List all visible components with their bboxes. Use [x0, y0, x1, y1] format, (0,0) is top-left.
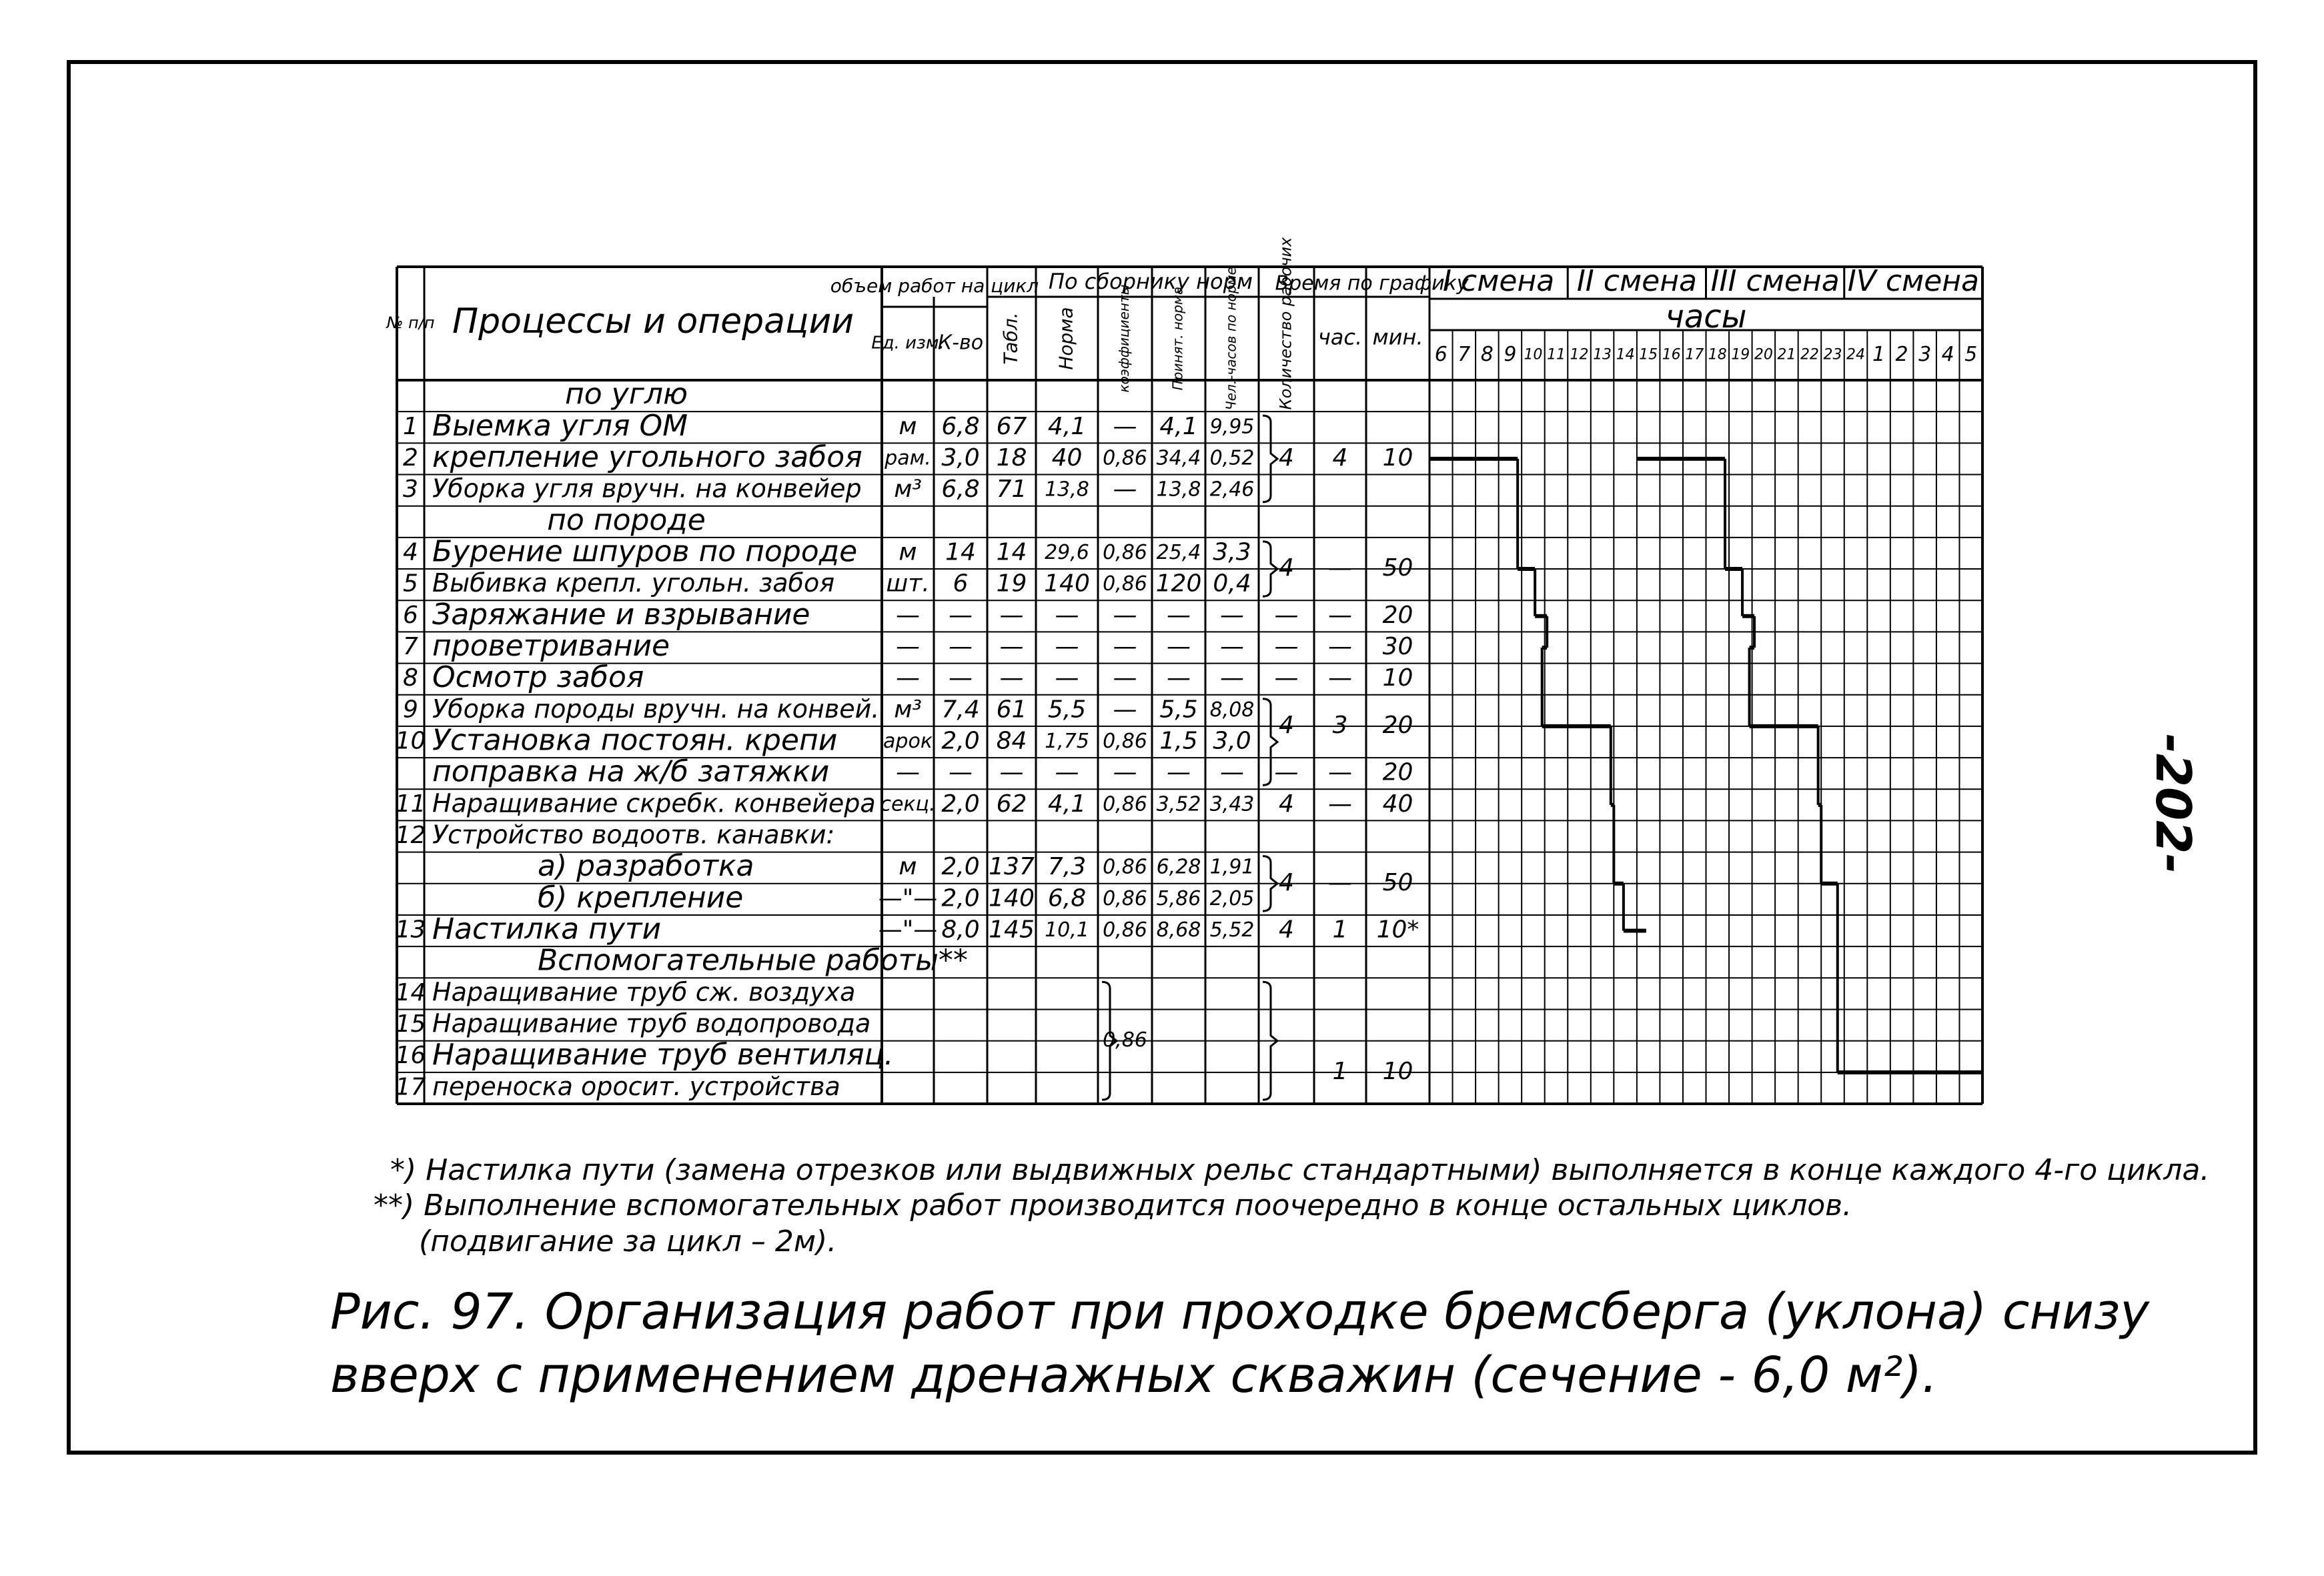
shift-label-4: IV смена — [1847, 264, 1979, 298]
cell-qty: 3,0 — [941, 444, 980, 472]
cell-unit: м — [899, 538, 917, 566]
header-hours: час. — [1317, 324, 1363, 350]
header-accepted: Принят. норма — [1169, 286, 1186, 391]
cell-qty: 7,4 — [941, 696, 980, 724]
row-process-name: Вспомогательные работы** — [538, 943, 968, 978]
hour-label-3: 3 — [1918, 343, 1932, 366]
cell-norm: 4,1 — [1047, 790, 1087, 818]
cell-unit: — — [896, 664, 920, 692]
row-number: 5 — [403, 570, 418, 598]
hour-label-15: 15 — [1639, 346, 1658, 363]
cell-acc: — — [1167, 758, 1191, 786]
cell-norm: 40 — [1051, 444, 1083, 472]
header-unit: Ед. изм. — [871, 333, 945, 353]
cell-tabl: 62 — [996, 790, 1027, 818]
cell-acc: 3,52 — [1156, 792, 1201, 816]
hour-label-18: 18 — [1708, 346, 1727, 363]
cell-tabl: 14 — [996, 538, 1027, 566]
cell-norm: — — [1055, 601, 1079, 629]
cell-w: — — [1274, 632, 1299, 660]
cell-qty: 2,0 — [941, 790, 980, 818]
row-process-name: Заряжание и взрывание — [432, 597, 810, 632]
cell-acc: 5,86 — [1156, 886, 1201, 910]
row-number: 2 — [403, 444, 418, 472]
cell-h: — — [1328, 868, 1352, 896]
footnote-3: (подвигание за цикл – 2м). — [419, 1225, 837, 1259]
cell-mh: — — [1220, 664, 1244, 692]
cell-w: 4 — [1279, 790, 1294, 818]
hour-label-17: 17 — [1685, 346, 1704, 363]
cell-coef: 0,86 — [1103, 572, 1147, 596]
row-number: 7 — [403, 632, 418, 660]
hour-label-7: 7 — [1458, 343, 1471, 366]
cell-qty: 8,0 — [941, 916, 980, 944]
cell-h: 1 — [1332, 916, 1348, 944]
row-process-name: б) крепление — [538, 880, 744, 915]
cell-coef: — — [1113, 632, 1137, 660]
figure-caption-line-1: Рис. 97. Организация работ при проходке бремсберга (уклона) снизу — [330, 1283, 2150, 1341]
cell-coef: 0,86 — [1103, 540, 1147, 564]
cell-coef: — — [1113, 412, 1137, 440]
cell-mh: 3,43 — [1209, 792, 1255, 816]
row-process-name: а) разработка — [538, 849, 754, 884]
cell-acc: — — [1167, 601, 1191, 629]
cell-norm: 4,1 — [1047, 412, 1087, 440]
cell-coef: — — [1113, 476, 1137, 504]
row-process-name: Наращивание труб вентиляц. — [432, 1038, 894, 1072]
cell-w: — — [1274, 664, 1299, 692]
cell-mh: — — [1220, 758, 1244, 786]
cell-m: 10 — [1382, 664, 1413, 692]
header-num: № п/п — [386, 313, 435, 332]
cell-mh: 0,4 — [1213, 570, 1251, 598]
cell-m: 50 — [1382, 554, 1413, 582]
cell-tabl: — — [999, 632, 1024, 660]
row-process-name: переноска оросит. устройства — [432, 1071, 840, 1101]
row-process-name: Наращивание скребк. конвейера — [432, 788, 876, 818]
cell-coef: — — [1113, 758, 1137, 786]
cell-norm: — — [1055, 632, 1079, 660]
hour-label-21: 21 — [1777, 346, 1796, 363]
cell-w: — — [1274, 601, 1299, 629]
row-process-name: Выбивка крепл. угольн. забоя — [432, 568, 835, 598]
cell-m: 20 — [1382, 758, 1413, 786]
footnote-1: *) Настилка пути (замена отрезков или выдвижных рельс стандартными) выполняется в конце каждого 4-го цикла. — [390, 1153, 2210, 1187]
cell-tabl: — — [999, 664, 1024, 692]
row-process-name: по породе — [547, 503, 706, 538]
cell-mh: 5,52 — [1209, 918, 1255, 942]
shift-label-2: II смена — [1576, 264, 1697, 298]
header-tabl: Табл. — [999, 312, 1022, 365]
cell-m: 10 — [1382, 1057, 1413, 1085]
cell-h: — — [1328, 758, 1352, 786]
cell-tabl: — — [999, 758, 1024, 786]
row-number: 15 — [395, 1010, 426, 1038]
cell-unit: м³ — [894, 476, 922, 504]
header-qty: К-во — [937, 331, 984, 355]
cell-tabl: 145 — [989, 916, 1035, 944]
cell-qty: 2,0 — [941, 853, 980, 881]
cell-unit: секц. — [880, 792, 936, 816]
header-norm-group: По сборнику норм — [1048, 269, 1253, 294]
cell-coef: 0,86 — [1103, 855, 1147, 879]
cell-tabl: 140 — [989, 884, 1035, 912]
cell-mh: — — [1220, 632, 1244, 660]
cell-tabl: 84 — [996, 727, 1027, 755]
row-process-name: крепление угольного забоя — [432, 440, 862, 474]
cell-coef: 0,86 — [1103, 446, 1147, 470]
cell-mh: 3,3 — [1213, 538, 1251, 566]
row-number: 13 — [395, 916, 426, 944]
cell-qty: 6 — [953, 570, 969, 598]
cell-acc: 8,68 — [1156, 918, 1201, 942]
cell-acc: 34,4 — [1156, 446, 1201, 470]
row-process-name: Настилка пути — [432, 912, 662, 946]
cell-m: 20 — [1382, 601, 1413, 629]
hour-label-22: 22 — [1800, 346, 1819, 363]
cell-norm: — — [1055, 758, 1079, 786]
cell-h: — — [1328, 790, 1352, 818]
cell-norm: 5,5 — [1047, 696, 1087, 724]
page-number: -202- — [2145, 734, 2201, 874]
hour-label-24: 24 — [1846, 346, 1866, 363]
row-number: 6 — [403, 601, 418, 629]
row-process-name: Устройство водоотв. канавки: — [432, 820, 835, 850]
cell-qty: 2,0 — [941, 727, 980, 755]
cell-unit: м — [899, 412, 917, 440]
hour-label-16: 16 — [1662, 346, 1681, 363]
cell-w: 4 — [1279, 916, 1294, 944]
cell-m: 10 — [1382, 444, 1413, 472]
cell-unit: — — [896, 632, 920, 660]
hour-label-14: 14 — [1616, 346, 1635, 363]
hour-label-10: 10 — [1524, 346, 1543, 363]
hour-label-8: 8 — [1480, 343, 1494, 366]
row-number: 1 — [403, 412, 418, 440]
cell-m: 50 — [1382, 868, 1413, 896]
header-volume: объем работ на цикл — [830, 275, 1039, 297]
cell-coef: — — [1113, 696, 1137, 724]
cell-unit: — — [896, 758, 920, 786]
cell-qty: — — [949, 632, 973, 660]
footnote-2: **) Выполнение вспомогательных работ производится поочередно в конце остальных циклов. — [374, 1189, 1852, 1223]
cell-mh: 0,52 — [1209, 446, 1255, 470]
cell-unit: — — [896, 601, 920, 629]
cell-h: 4 — [1332, 444, 1348, 472]
cell-unit: —"— — [878, 916, 938, 944]
header-time-group: Время по графику — [1275, 271, 1469, 295]
row-number: 12 — [395, 822, 426, 850]
workers-brace-coal — [1263, 416, 1277, 502]
row-number: 11 — [395, 790, 426, 818]
cell-h: — — [1328, 601, 1352, 629]
cell-mh: 1,91 — [1209, 855, 1255, 879]
cell-norm: 6,8 — [1047, 884, 1087, 912]
row-process-name: по углю — [565, 377, 688, 412]
cell-mh: 3,0 — [1213, 727, 1251, 755]
cell-coef: 0,86 — [1103, 792, 1147, 816]
cell-tabl: 18 — [996, 444, 1027, 472]
row-process-name: Наращивание труб сж. воздуха — [432, 977, 856, 1007]
cell-qty: 2,0 — [941, 884, 980, 912]
header-workers: Количество рабочих — [1276, 237, 1295, 410]
cell-qty: — — [949, 664, 973, 692]
hour-label-13: 13 — [1593, 346, 1612, 363]
row-number: 8 — [403, 664, 418, 692]
cell-m: 30 — [1382, 632, 1413, 660]
row-number: 16 — [395, 1042, 426, 1070]
row-process-name: поправка на ж/б затяжки — [432, 754, 830, 789]
cell-h: — — [1328, 664, 1352, 692]
cell-tabl: — — [999, 601, 1024, 629]
cell-qty: — — [949, 758, 973, 786]
row-process-name: Осмотр забоя — [432, 660, 644, 695]
cell-coef: — — [1113, 664, 1137, 692]
cell-qty: 6,8 — [941, 476, 980, 504]
cell-mh: 9,95 — [1209, 415, 1255, 439]
cell-mh: — — [1220, 601, 1244, 629]
cell-m: 40 — [1382, 790, 1413, 818]
cell-qty: — — [949, 601, 973, 629]
cell-acc: 13,8 — [1156, 478, 1201, 502]
cell-unit: м³ — [894, 696, 922, 724]
hour-label-11: 11 — [1546, 346, 1566, 363]
row-process-name: Бурение шпуров по породе — [432, 534, 858, 569]
cell-unit: м — [899, 853, 917, 881]
cell-coef: 0,86 — [1103, 886, 1147, 910]
cell-norm: 1,75 — [1045, 730, 1089, 753]
row-number: 3 — [403, 476, 418, 504]
row-process-name: проветривание — [432, 628, 670, 663]
row-number: 9 — [403, 696, 418, 724]
cell-w: 4 — [1279, 868, 1294, 896]
cell-acc: 6,28 — [1156, 855, 1201, 879]
cell-unit: рам. — [885, 446, 931, 470]
cell-tabl: 61 — [996, 696, 1027, 724]
cell-mh: 2,05 — [1209, 886, 1255, 910]
cell-norm: 29,6 — [1045, 540, 1089, 564]
cell-acc: 5,5 — [1159, 696, 1198, 724]
cell-w: — — [1274, 758, 1299, 786]
shift-label-3: III смена — [1710, 264, 1840, 298]
cell-norm: 13,8 — [1045, 478, 1089, 502]
cell-tabl: 71 — [996, 476, 1027, 504]
hours-title: часы — [1665, 298, 1747, 335]
cell-coef: — — [1113, 601, 1137, 629]
cell-acc: — — [1167, 664, 1191, 692]
cell-norm: 7,3 — [1047, 853, 1087, 881]
hour-label-2: 2 — [1895, 343, 1908, 366]
row-process-name: Установка постоян. крепи — [432, 723, 838, 758]
hour-label-1: 1 — [1872, 343, 1886, 366]
row-number: 10 — [395, 727, 426, 755]
hour-label-19: 19 — [1731, 346, 1750, 363]
cell-w: 4 — [1279, 554, 1294, 582]
hour-label-6: 6 — [1434, 343, 1447, 366]
cell-norm: 140 — [1044, 570, 1090, 598]
cell-h: 3 — [1332, 711, 1348, 739]
cell-w: 4 — [1279, 444, 1294, 472]
row-process-name: Уборка породы вручн. на конвей. — [432, 694, 880, 724]
row-process-name: Уборка угля вручн. на конвейер — [432, 474, 862, 504]
cell-qty: 6,8 — [941, 412, 980, 440]
cell-h: 1 — [1332, 1057, 1348, 1085]
header-minutes: мин. — [1372, 324, 1423, 350]
cell-acc: 1,5 — [1159, 727, 1198, 755]
hour-label-20: 20 — [1754, 346, 1773, 363]
row-number: 14 — [395, 978, 426, 1006]
cell-tabl: 67 — [996, 412, 1027, 440]
cell-coef: 0,86 — [1103, 918, 1147, 942]
header-manhours: Чел.-часов по норме — [1223, 267, 1239, 410]
cell-unit: арок — [883, 730, 933, 753]
shift-label-1: I смена — [1443, 264, 1555, 298]
hour-label-9: 9 — [1504, 343, 1517, 366]
hour-label-5: 5 — [1964, 343, 1978, 366]
cell-tabl: 19 — [996, 570, 1027, 598]
cell-norm: 10,1 — [1045, 918, 1089, 942]
cell-h: — — [1328, 554, 1352, 582]
cell-acc: 120 — [1155, 570, 1202, 598]
cell-mh: 8,08 — [1209, 698, 1255, 722]
figure-caption-line-2: вверх с применением дренажных скважин (сечение - 6,0 м²). — [330, 1347, 1938, 1404]
hour-label-23: 23 — [1823, 346, 1842, 363]
hour-label-4: 4 — [1941, 343, 1954, 366]
cell-m: 10* — [1376, 916, 1419, 944]
cell-qty: 14 — [945, 538, 976, 566]
header-coef: коэффициенты — [1116, 284, 1132, 393]
cell-acc: 25,4 — [1156, 540, 1201, 564]
cell-w: 4 — [1279, 711, 1294, 739]
header-norm: Норма — [1055, 307, 1077, 370]
row-number: 17 — [395, 1073, 426, 1101]
cell-acc: 4,1 — [1159, 412, 1198, 440]
cell-unit: шт. — [886, 570, 930, 598]
cell-unit: —"— — [878, 884, 938, 912]
row-number: 4 — [403, 538, 418, 566]
cell-tabl: 137 — [989, 853, 1035, 881]
header-process: Процессы и операции — [452, 301, 854, 341]
cell-acc: — — [1167, 632, 1191, 660]
cell-norm: — — [1055, 664, 1079, 692]
cell-m: 20 — [1382, 711, 1413, 739]
cell-coef: 0,86 — [1103, 1028, 1147, 1052]
hour-label-12: 12 — [1570, 346, 1589, 363]
row-process-name: Наращивание труб водопровода — [432, 1008, 871, 1038]
cell-h: — — [1328, 632, 1352, 660]
cell-coef: 0,86 — [1103, 730, 1147, 753]
cell-mh: 2,46 — [1209, 478, 1255, 502]
row-process-name: Выемка угля ОМ — [432, 408, 688, 443]
